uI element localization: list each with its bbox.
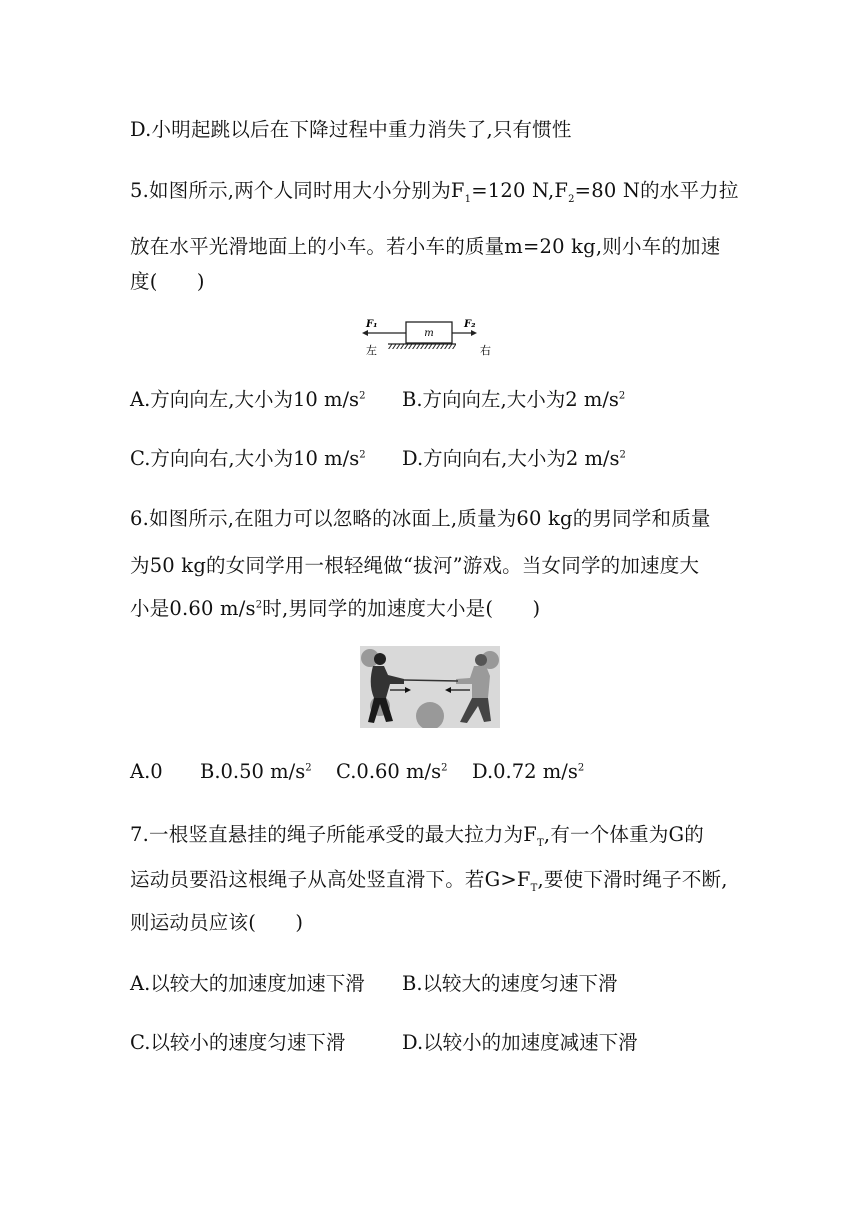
q7-stem-line2: 运动员要沿这根绳子从高处竖直滑下。若$G>F_T$,要使下滑时绳子不断, bbox=[130, 868, 728, 894]
q7-option-a: A.以较大的加速度加速下滑 bbox=[130, 972, 365, 995]
q5-option-a: A.方向向左,大小为10 $m/s^2$ bbox=[130, 388, 366, 411]
q5-option-d: D.方向向右,大小为2 $m/s^2$ bbox=[402, 447, 626, 470]
q7-stem-line1: 7.一根竖直悬挂的绳子所能承受的最大拉力为$F_T$,有一个体重为G的 bbox=[130, 823, 704, 849]
q5-cart-figure bbox=[360, 314, 500, 356]
q6-option-d: D.0.72 $m/s^2$ bbox=[472, 760, 585, 783]
q7-option-c: C.以较小的速度匀速下滑 bbox=[130, 1031, 346, 1054]
f1-label: F₁ bbox=[366, 319, 378, 330]
q7-option-d: D.以较小的加速度减速下滑 bbox=[402, 1031, 638, 1054]
right-label: 右 bbox=[480, 344, 491, 356]
q4-option-d: D.小明起跳以后在下降过程中重力消失了,只有惯性 bbox=[130, 118, 572, 141]
f2-label: F₂ bbox=[464, 319, 476, 330]
q5-stem-line2: 放在水平光滑地面上的小车。若小车的质量m=20 kg,则小车的加速 bbox=[130, 235, 721, 258]
q6-stem-line1: 6.如图所示,在阻力可以忽略的冰面上,质量为60 kg的男同学和质量 bbox=[130, 507, 711, 530]
q5-option-c: C.方向向右,大小为10 $m/s^2$ bbox=[130, 447, 366, 470]
q7-option-b: B.以较大的速度匀速下滑 bbox=[402, 972, 618, 995]
q6-stem-line2: 为50 kg的女同学用一根轻绳做“拔河”游戏。当女同学的加速度大 bbox=[130, 554, 700, 577]
q7-stem-line3: 则运动员应该( ) bbox=[130, 911, 304, 934]
q6-stem-line3: 小是0.60 $m/s^2$时,男同学的加速度大小是( ) bbox=[130, 597, 541, 620]
q6-option-c: C.0.60 $m/s^2$ bbox=[336, 760, 448, 783]
q5-stem-line3: 度( ) bbox=[130, 270, 205, 293]
q5-option-b: B.方向向左,大小为2 $m/s^2$ bbox=[402, 388, 626, 411]
mass-label: m bbox=[424, 328, 434, 339]
left-label: 左 bbox=[366, 344, 377, 356]
q6-option-a: A.0 bbox=[130, 760, 163, 783]
q6-tug-of-war-figure bbox=[360, 646, 500, 728]
q6-option-b: B.0.50 $m/s^2$ bbox=[200, 760, 312, 783]
q5-stem-line1: 5.如图所示,两个人同时用大小分别为$F_1=120$ $N,F_2=80$ N的水平力拉 bbox=[130, 179, 739, 205]
